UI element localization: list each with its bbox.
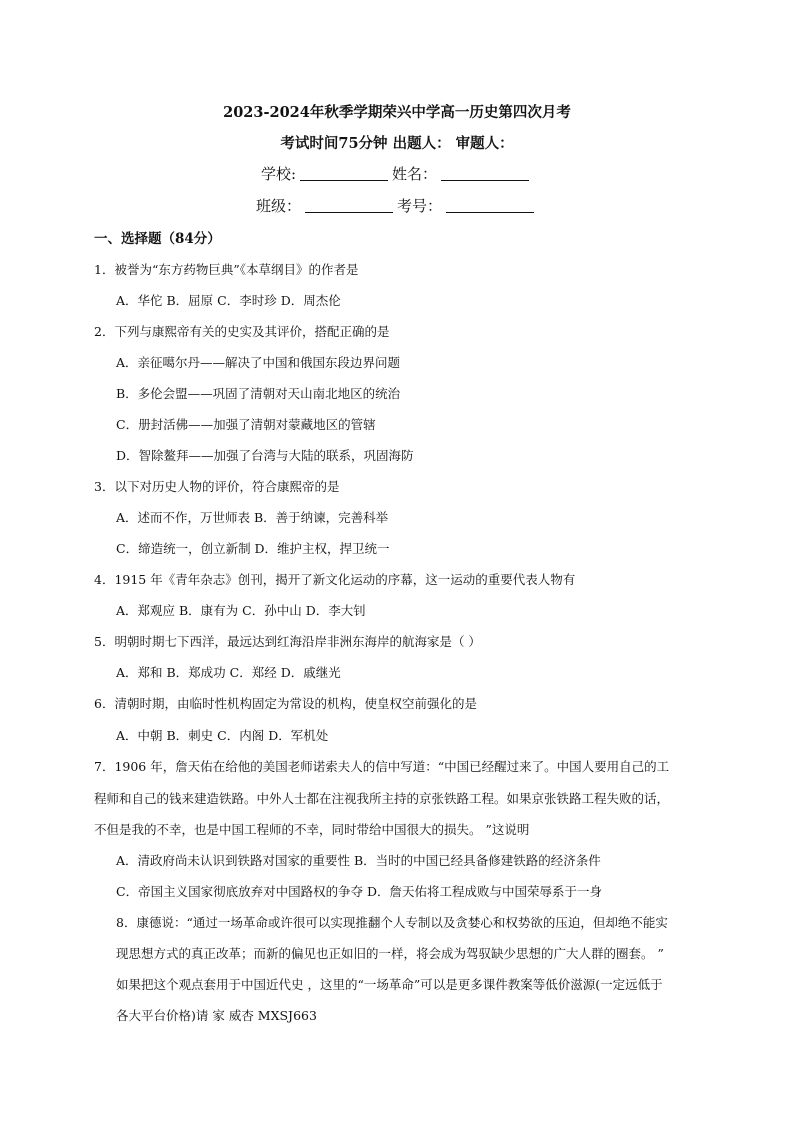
- section-heading: 一、选择题（84分）: [94, 231, 221, 247]
- school-label: 学校:: [260, 165, 297, 183]
- question-stem: 1．被誉为“东方药物巨典”《本草纲目》的作者是: [94, 262, 359, 277]
- question-stem: 6．清朝时期，由临时性机构固定为常设的机构，使皇权空前强化的是: [94, 696, 477, 711]
- exam-title: 2023-2024年秋季学期荣兴中学高一历史第四次月考: [223, 104, 571, 121]
- q8-line: 现思想方式的真正改革；而新的偏见也正如旧的一样，将会成为驾驭缺少思想的广大人群的圈套。 ”: [116, 946, 664, 961]
- question-options: A．华佗 B．屈原 C．李时珍 D．周杰伦: [116, 293, 341, 308]
- id-blank[interactable]: [446, 198, 534, 213]
- question-option: A．清政府尚未认识到铁路对国家的重要性 B．当时的中国已经具备修建铁路的经济条件: [116, 853, 601, 868]
- question-option: C．册封活佛——加强了清朝对蒙藏地区的管辖: [116, 417, 376, 432]
- class-id-line: [0, 195, 794, 216]
- question-option: A．述而不作，万世师表 B．善于纳谏，完善科举: [116, 510, 389, 525]
- class-blank[interactable]: [305, 198, 393, 213]
- question-stem: 5．明朝时期七下西洋，最远达到红海沿岸非洲东海岸的航海家是（ ）: [94, 634, 481, 649]
- question-option: B．多伦会盟——巩固了清朝对天山南北地区的统治: [116, 386, 401, 401]
- question-option: A．亲征噶尔丹——解决了中国和俄国东段边界问题: [116, 355, 401, 370]
- school-name-line: [0, 163, 794, 184]
- question-options: A．郑观应 B．康有为 C．孙中山 D．李大钊: [116, 603, 366, 618]
- q7-line: 程师和自己的钱来建造铁路。中外人士都在注视我所主持的京张铁路工程。如果京张铁路工程失败的话，: [94, 791, 670, 806]
- question-options: A．中朝 B．刺史 C．内阁 D．军机处: [116, 728, 329, 743]
- question-option: C．帝国主义国家彻底放弃对中国路权的争夺 D．詹天佑将工程成败与中国荣辱系于一身: [116, 884, 603, 899]
- id-label: 考号：: [397, 197, 443, 215]
- question-stem: 3．以下对历史人物的评价，符合康熙帝的是: [94, 479, 340, 494]
- exam-subtitle: 考试时间75分钟 出题人： 审题人：: [280, 135, 514, 152]
- q8-line: 如果把这个观点套用于中国近代史 ，这里的“一场革命”可以是更多课件教案等低价滋源(一定远低于: [116, 977, 663, 992]
- q8-line: 各大平台价格)请 家 威杏 MXSJ663: [116, 1008, 317, 1023]
- question-option: D．智除鳌拜——加强了台湾与大陆的联系，巩固海防: [116, 448, 414, 463]
- school-blank[interactable]: [300, 166, 388, 181]
- question-stem: 2．下列与康熙帝有关的史实及其评价，搭配正确的是: [94, 324, 390, 339]
- q8-line: 8．康德说：“通过一场革命或许很可以实现推翻个人专制以及贪婪心和权势欲的压迫，但却绝不能实: [116, 915, 668, 930]
- question-option: C．缔造统一，创立新制 D．维护主权，捍卫统一: [116, 541, 390, 556]
- name-label: 姓名：: [392, 165, 438, 183]
- question-options: A．郑和 B．郑成功 C．郑经 D．戚继光: [116, 665, 341, 680]
- name-blank[interactable]: [441, 166, 529, 181]
- q7-line: 不但是我的不幸，也是中国工程师的不幸，同时带给中国很大的损失。 ”这说明: [94, 822, 530, 837]
- class-label: 班级：: [255, 197, 301, 215]
- q7-line: 7．1906 年，詹天佑在给他的美国老师诺索夫人的信中写道：“中国已经醒过来了。中国人要用自己的工: [94, 759, 670, 774]
- question-stem: 4．1915 年《青年杂志》创刊，揭开了新文化运动的序幕，这一运动的重要代表人物有: [94, 572, 576, 587]
